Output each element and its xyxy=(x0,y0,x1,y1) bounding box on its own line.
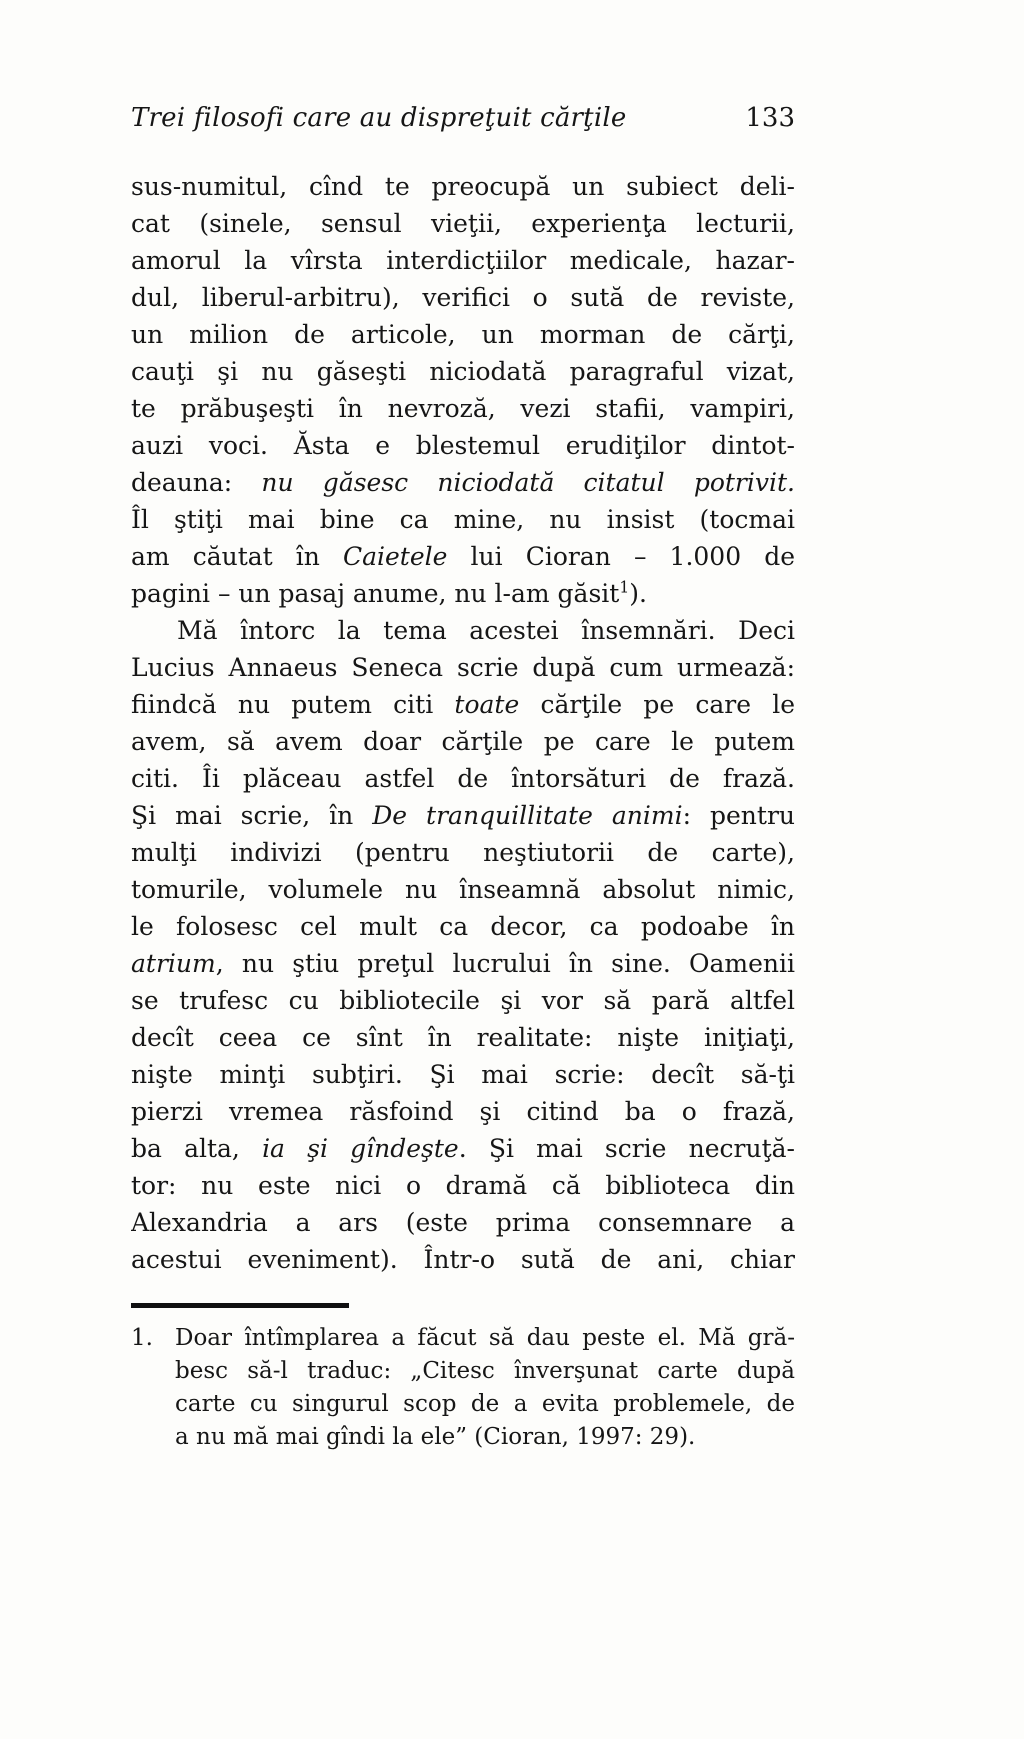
text-line xyxy=(131,1019,795,1056)
text-run: Mă întorc la tema acestei însemnări. Deci xyxy=(177,616,795,645)
text-line xyxy=(131,1204,795,1241)
text-line xyxy=(131,1241,795,1278)
text-line xyxy=(175,1388,795,1421)
text-run: cărţile pe care le xyxy=(519,690,795,719)
text-run: ). xyxy=(629,579,647,608)
text-run: un milion de articole, un morman de cărţi, xyxy=(131,320,795,349)
text-line xyxy=(131,1130,795,1167)
text-run: avem, să avem doar cărţile pe care le putem xyxy=(131,727,795,756)
text-line xyxy=(131,834,795,871)
text-run: , nu ştiu preţul lucrului în sine. Oamenii xyxy=(215,949,795,978)
text-line xyxy=(131,797,795,834)
page-header xyxy=(131,101,795,135)
text-line xyxy=(131,464,795,501)
text-run: lui Cioran – 1.000 de xyxy=(447,542,795,571)
body-text xyxy=(131,168,795,1278)
text-line xyxy=(131,279,795,316)
text-run: Doar întîmplarea a făcut să dau peste el. Mă gră- xyxy=(175,1325,795,1351)
italic-text: toate xyxy=(454,690,520,719)
text-line xyxy=(131,242,795,279)
footnote-number: 1. xyxy=(131,1325,153,1351)
paragraph xyxy=(131,168,795,612)
text-line xyxy=(131,316,795,353)
footnote xyxy=(131,1322,795,1454)
text-run: carte cu singurul scop de a evita problemele, de xyxy=(175,1391,795,1417)
text-run: Şi mai scrie, în xyxy=(131,801,373,830)
text-run: Alexandria a ars (este prima consemnare a xyxy=(131,1208,795,1237)
text-run: fiindcă nu putem citi xyxy=(131,690,455,719)
footnote-ref: 1 xyxy=(619,578,630,597)
text-line xyxy=(131,205,795,242)
text-run: mulţi indivizi (pentru neştiutorii de carte), xyxy=(131,838,795,867)
italic-text: atrium xyxy=(131,949,216,978)
text-line xyxy=(131,760,795,797)
text-run: . Şi mai scrie necruţă- xyxy=(458,1134,795,1163)
text-line xyxy=(131,686,795,723)
text-run: sus-numitul, cînd te preocupă un subiect deli- xyxy=(131,172,795,201)
text-line xyxy=(131,427,795,464)
text-run: dul, liberul-arbitru), verifici o sută de reviste, xyxy=(131,283,795,312)
text-run: cauţi şi nu găseşti niciodată paragraful vizat, xyxy=(131,357,795,386)
text-run: deauna: xyxy=(131,468,262,497)
footnote-rule xyxy=(131,1303,349,1308)
text-run: auzi voci. Ăsta e blestemul erudiţilor dintot- xyxy=(131,431,795,460)
text-run: pagini – un pasaj anume, nu l-am găsit xyxy=(131,579,620,608)
italic-text: ia şi gîndeşte xyxy=(262,1134,459,1163)
text-line xyxy=(131,1056,795,1093)
text-line xyxy=(131,501,795,538)
text-line xyxy=(131,871,795,908)
text-line xyxy=(131,723,795,760)
text-line xyxy=(131,390,795,427)
text-line xyxy=(175,1322,795,1355)
text-line xyxy=(131,168,795,205)
text-run: nişte minţi subţiri. Şi mai scrie: decît să-ţi xyxy=(131,1060,795,1089)
text-line xyxy=(131,575,795,612)
text-run: ba alta, xyxy=(131,1134,263,1163)
text-line xyxy=(131,908,795,945)
text-run: tor: nu este nici o dramă că biblioteca din xyxy=(131,1171,795,1200)
text-line xyxy=(131,1167,795,1204)
text-run: acestui eveniment). Într-o sută de ani, chiar xyxy=(131,1245,795,1274)
text-line xyxy=(131,353,795,390)
text-run: a nu mă mai gîndi la ele” (Cioran, 1997: 29). xyxy=(175,1424,696,1450)
text-line xyxy=(175,1355,795,1388)
text-run: le folosesc cel mult ca decor, ca podoabe în xyxy=(131,912,795,941)
text-run: te prăbuşeşti în nevroză, vezi stafii, vampiri, xyxy=(131,394,795,423)
text-run: pierzi vremea răsfoind şi citind ba o frază, xyxy=(131,1097,795,1126)
text-run: cat (sinele, sensul vieţii, experienţa lecturii, xyxy=(131,209,795,238)
running-title: Trei filosofi care au dispreţuit cărţile xyxy=(131,103,627,133)
text-run: citi. Îi plăceau astfel de întorsături de frază. xyxy=(131,764,795,793)
text-run: amorul la vîrsta interdicţiilor medicale, hazar- xyxy=(131,246,795,275)
text-run: Îl ştiţi mai bine ca mine, nu insist (tocmai xyxy=(131,505,795,534)
footnote-lines xyxy=(175,1322,795,1454)
italic-text: Caietele xyxy=(342,542,448,571)
italic-text: nu găsesc niciodată citatul potrivit. xyxy=(261,468,795,497)
text-run: besc să-l traduc: „Citesc înverşunat carte după xyxy=(175,1358,795,1384)
italic-text: De tranquillitate animi xyxy=(372,801,683,830)
text-line xyxy=(131,649,795,686)
text-line xyxy=(131,1093,795,1130)
text-run: : pentru xyxy=(682,801,795,830)
text-line xyxy=(131,612,795,649)
paragraph xyxy=(131,612,795,1278)
text-line xyxy=(175,1421,795,1454)
page-number: 133 xyxy=(745,103,795,133)
text-run: Lucius Annaeus Seneca scrie după cum urmează: xyxy=(131,653,795,682)
text-line xyxy=(131,945,795,982)
text-line xyxy=(131,538,795,575)
text-line xyxy=(131,982,795,1019)
text-run: se trufesc cu bibliotecile şi vor să pară altfel xyxy=(131,986,795,1015)
text-run: decît ceea ce sînt în realitate: nişte iniţiaţi, xyxy=(131,1023,795,1052)
text-run: tomurile, volumele nu înseamnă absolut nimic, xyxy=(131,875,795,904)
text-run: am căutat în xyxy=(131,542,343,571)
